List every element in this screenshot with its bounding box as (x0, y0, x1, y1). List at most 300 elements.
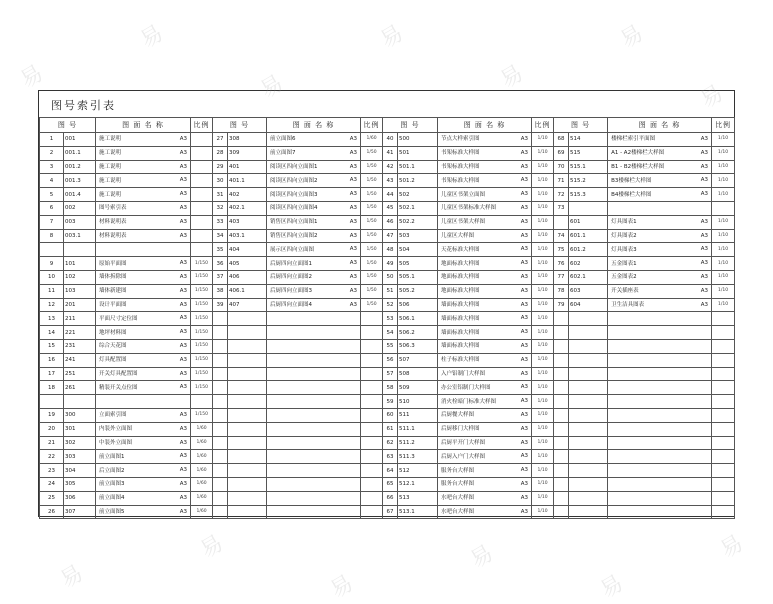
drawing-name (267, 422, 361, 436)
drawing-name (608, 243, 712, 257)
drawing-scale: 1/50 (361, 146, 383, 160)
drawing-title: 书架标准大样图 (441, 150, 480, 157)
sheet-number: 71 (554, 174, 569, 188)
drawing-code (228, 312, 267, 326)
drawing-title: 设计平面图 (99, 301, 127, 308)
header-no: 图 号 (40, 118, 96, 133)
drawing-title: 灯具图表2 (611, 232, 637, 239)
sheet-number: 35 (213, 243, 228, 257)
drawing-name (608, 408, 712, 422)
drawing-title: 水吧台大样图 (441, 495, 475, 502)
sheet-number: 22 (40, 450, 64, 464)
drawing-name (438, 174, 532, 188)
drawing-code (569, 450, 608, 464)
paper-size: A3 (520, 508, 529, 515)
sheet-number: 18 (40, 381, 64, 395)
drawing-scale: 1/10 (532, 215, 554, 229)
drawing-title: A1 - A2楼梯栏大样图 (611, 150, 665, 157)
paper-size: A3 (700, 246, 709, 253)
drawing-scale (361, 450, 383, 464)
drawing-code (569, 326, 608, 340)
drawing-code: 513.1 (398, 505, 438, 519)
drawing-title: 五金图表1 (611, 260, 637, 267)
drawing-scale: 1/150 (191, 408, 213, 422)
drawing-scale: 1/50 (361, 160, 383, 174)
paper-size: A3 (179, 342, 188, 349)
paper-size: A3 (179, 301, 188, 308)
drawing-title: 楼梯栏索引平面图 (611, 136, 656, 143)
drawing-title (268, 330, 270, 336)
drawing-code: 251 (64, 367, 96, 381)
drawing-name (608, 436, 712, 450)
paper-size: A3 (179, 453, 188, 460)
drawing-name (96, 298, 191, 312)
drawing-title (609, 399, 611, 405)
drawing-code: 504 (398, 243, 438, 257)
sheet-number: 19 (40, 408, 64, 422)
drawing-name (608, 160, 712, 174)
drawing-title: 服务台大样图 (441, 467, 475, 474)
drawing-title (268, 385, 270, 391)
sheet-number: 33 (213, 215, 228, 229)
drawing-code: 402.1 (228, 201, 267, 215)
drawing-code: 406.1 (228, 284, 267, 298)
drawing-name (438, 477, 532, 491)
drawing-title: 前立面图4 (99, 495, 125, 502)
drawing-title (268, 357, 270, 363)
paper-size: A3 (520, 246, 529, 253)
drawing-name (96, 133, 191, 147)
paper-size: A3 (349, 177, 358, 184)
drawing-scale: 1/10 (532, 146, 554, 160)
sheet-number (554, 381, 569, 395)
drawing-title: 开关插座表 (611, 288, 639, 295)
drawing-name (438, 270, 532, 284)
drawing-scale (712, 408, 735, 422)
drawing-title: 精装开关点位图 (99, 384, 138, 391)
drawing-name (438, 491, 532, 505)
drawing-name (267, 215, 361, 229)
drawing-name (608, 133, 712, 147)
drawing-scale (712, 201, 735, 215)
drawing-name (608, 353, 712, 367)
drawing-code: 511.3 (398, 450, 438, 464)
paper-size: A3 (179, 356, 188, 363)
paper-size: A3 (520, 398, 529, 405)
drawing-scale: 1/50 (361, 229, 383, 243)
sheet-number: 24 (40, 477, 64, 491)
sheet-number: 44 (383, 188, 398, 202)
drawing-code: 506.1 (398, 312, 438, 326)
drawing-scale: 1/150 (191, 312, 213, 326)
drawing-code (64, 395, 96, 409)
drawing-title: 办公室铝制门大样图 (441, 384, 491, 391)
drawing-scale: 1/10 (532, 188, 554, 202)
drawing-name (96, 174, 191, 188)
drawing-title: 材料说明表 (99, 232, 127, 239)
sheet-number: 52 (383, 298, 398, 312)
drawing-scale (191, 174, 213, 188)
drawing-name (96, 422, 191, 436)
drawing-scale (712, 436, 735, 450)
sheet-number: 45 (383, 201, 398, 215)
drawing-scale: 1/10 (532, 505, 554, 519)
drawing-name (96, 201, 191, 215)
drawing-name (438, 160, 532, 174)
sheet-number: 48 (383, 243, 398, 257)
drawing-name (96, 270, 191, 284)
drawing-name (267, 284, 361, 298)
sheet-number: 36 (213, 257, 228, 271)
drawing-scale: 1/150 (191, 326, 213, 340)
drawing-scale (712, 339, 735, 353)
drawing-title: 前立面图3 (99, 481, 125, 488)
drawing-code: 231 (64, 339, 96, 353)
drawing-name (608, 188, 712, 202)
drawing-title (97, 399, 99, 405)
paper-size: A3 (520, 260, 529, 267)
sheet-number: 11 (40, 284, 64, 298)
drawing-title (268, 481, 270, 487)
sheet-number (554, 436, 569, 450)
drawing-name (267, 146, 361, 160)
drawing-scale: 1/60 (191, 450, 213, 464)
sheet-number (554, 339, 569, 353)
drawing-scale: 1/10 (532, 201, 554, 215)
drawing-code: 407 (228, 298, 267, 312)
drawing-code: 401.1 (228, 174, 267, 188)
drawing-name (267, 160, 361, 174)
watermark-glyph: 易 (136, 20, 168, 54)
drawing-scale: 1/150 (191, 284, 213, 298)
drawing-title: 前立面图1 (99, 453, 125, 460)
drawing-scale (361, 477, 383, 491)
drawing-scale (191, 229, 213, 243)
drawing-title: 后厨四向立面图1 (270, 260, 313, 267)
drawing-title (609, 371, 611, 377)
paper-size: A3 (520, 329, 529, 336)
paper-size: A3 (520, 439, 529, 446)
drawing-scale (712, 381, 735, 395)
drawing-scale: 1/150 (191, 367, 213, 381)
drawing-title (268, 343, 270, 349)
drawing-name (267, 505, 361, 519)
drawing-code: 304 (64, 464, 96, 478)
sheet-number: 49 (383, 257, 398, 271)
drawing-code (569, 436, 608, 450)
drawing-title: 灯具图表3 (611, 246, 637, 253)
drawing-name (438, 450, 532, 464)
table-row (40, 450, 735, 464)
drawing-code: 402 (228, 188, 267, 202)
drawing-name (267, 270, 361, 284)
drawing-name (608, 381, 712, 395)
drawing-name (267, 174, 361, 188)
sheet-number (213, 326, 228, 340)
drawing-code (569, 408, 608, 422)
paper-size: A3 (349, 273, 358, 280)
drawing-code (228, 367, 267, 381)
paper-size: A3 (520, 494, 529, 501)
drawing-name (438, 215, 532, 229)
sheet-number: 13 (40, 312, 64, 326)
drawing-code (228, 450, 267, 464)
paper-size: A3 (700, 177, 709, 184)
sheet-number: 3 (40, 160, 64, 174)
sheet-number (554, 326, 569, 340)
drawing-title: 墙面标准大样图 (441, 343, 480, 350)
watermark-glyph: 易 (716, 530, 748, 564)
sheet-number (554, 353, 569, 367)
paper-size: A3 (349, 287, 358, 294)
drawing-name (608, 326, 712, 340)
drawing-name (267, 298, 361, 312)
drawing-name (438, 243, 532, 257)
drawing-name (96, 436, 191, 450)
sheet-title: 图号索引表 (51, 99, 116, 112)
table-row (40, 353, 735, 367)
sheet-number: 31 (213, 188, 228, 202)
paper-size: A3 (520, 163, 529, 170)
sheet-number: 6 (40, 201, 64, 215)
drawing-title (268, 454, 270, 460)
paper-size: A3 (179, 480, 188, 487)
drawing-name (96, 505, 191, 519)
drawing-code: 515.1 (569, 160, 608, 174)
sheet-number: 62 (383, 436, 398, 450)
sheet-number: 63 (383, 450, 398, 464)
table-row (40, 229, 735, 243)
drawing-scale: 1/150 (191, 353, 213, 367)
drawing-scale: 1/60 (191, 505, 213, 519)
header-scale: 比例 (361, 118, 383, 133)
drawing-code: 001.4 (64, 188, 96, 202)
table-row (40, 505, 735, 519)
drawing-code: 515.3 (569, 188, 608, 202)
paper-size: A3 (349, 218, 358, 225)
drawing-name (267, 450, 361, 464)
drawing-scale: 1/10 (712, 215, 735, 229)
drawing-title: 后厨四向立面图2 (270, 274, 313, 281)
drawing-scale (712, 395, 735, 409)
drawing-name (96, 339, 191, 353)
paper-size: A3 (349, 136, 358, 142)
drawing-name (267, 257, 361, 271)
sheet-number: 47 (383, 229, 398, 243)
table-row (40, 201, 735, 215)
table-row (40, 408, 735, 422)
drawing-name (438, 464, 532, 478)
drawing-name (96, 408, 191, 422)
drawing-scale: 1/150 (191, 270, 213, 284)
drawing-title: 墙面标准大样图 (441, 315, 480, 322)
paper-size: A3 (520, 411, 529, 418)
drawing-title (609, 205, 611, 211)
drawing-title: 卫生洁具图表 (611, 301, 645, 308)
drawing-code (569, 422, 608, 436)
drawing-name (96, 477, 191, 491)
drawing-name (608, 422, 712, 436)
drawing-code: 505 (398, 257, 438, 271)
drawing-scale: 1/10 (532, 422, 554, 436)
drawing-scale: 1/10 (532, 133, 554, 147)
paper-size: A3 (179, 260, 188, 267)
drawing-scale: 1/10 (532, 408, 554, 422)
drawing-name (267, 491, 361, 505)
drawing-code: 401 (228, 160, 267, 174)
watermark-glyph: 易 (196, 530, 228, 564)
drawing-title (609, 343, 611, 349)
drawing-code (228, 381, 267, 395)
paper-size: A3 (700, 218, 709, 225)
drawing-scale (191, 188, 213, 202)
drawing-scale (712, 422, 735, 436)
drawing-title: 展示区四向立面图 (270, 246, 315, 253)
sheet-number: 64 (383, 464, 398, 478)
drawing-name (438, 367, 532, 381)
drawing-name (608, 477, 712, 491)
paper-size: A3 (520, 370, 529, 377)
drawing-scale (712, 367, 735, 381)
drawing-title (268, 426, 270, 432)
drawing-code: 513 (398, 491, 438, 505)
drawing-scale (191, 201, 213, 215)
sheet-number: 15 (40, 339, 64, 353)
drawing-title: 地坪材料图 (99, 329, 127, 336)
drawing-name (96, 188, 191, 202)
paper-size: A3 (179, 425, 188, 432)
drawing-name (608, 505, 712, 519)
sheet-number: 23 (40, 464, 64, 478)
paper-size: A3 (179, 204, 188, 211)
paper-size: A3 (520, 177, 529, 184)
drawing-title: 阅读区四向立面图4 (270, 205, 318, 212)
sheet-number: 55 (383, 339, 398, 353)
sheet-number (554, 450, 569, 464)
drawing-name (438, 339, 532, 353)
paper-size: A3 (520, 425, 529, 432)
drawing-title: 阅读区四向立面图2 (270, 177, 318, 184)
paper-size: A3 (700, 301, 709, 308)
drawing-title (609, 412, 611, 418)
sheet-number: 27 (213, 133, 228, 147)
drawing-scale: 1/10 (712, 146, 735, 160)
drawing-name (96, 215, 191, 229)
drawing-title: 地面标准大样图 (441, 260, 480, 267)
drawing-scale (191, 215, 213, 229)
drawing-code: 510 (398, 395, 438, 409)
watermark-glyph: 易 (466, 540, 498, 574)
sheet-number: 65 (383, 477, 398, 491)
table-row (40, 312, 735, 326)
table-row (40, 367, 735, 381)
drawing-name (438, 298, 532, 312)
drawing-code: 201 (64, 298, 96, 312)
sheet-number: 66 (383, 491, 398, 505)
drawing-code: 503 (398, 229, 438, 243)
drawing-scale (712, 312, 735, 326)
drawing-name (96, 491, 191, 505)
sheet-number: 50 (383, 270, 398, 284)
drawing-scale: 1/50 (361, 243, 383, 257)
paper-size: A3 (520, 356, 529, 363)
drawing-title: 儿童区书架立面图 (441, 191, 486, 198)
drawing-title (268, 468, 270, 474)
drawing-name (608, 215, 712, 229)
drawing-code (64, 243, 96, 257)
paper-size: A3 (179, 163, 188, 170)
drawing-name (608, 201, 712, 215)
table-row (40, 298, 735, 312)
sheet-number (40, 395, 64, 409)
drawing-title: 前立面图6 (270, 136, 296, 143)
drawing-name (608, 395, 712, 409)
drawing-code: 001 (64, 133, 96, 147)
drawing-name (438, 381, 532, 395)
table-row (40, 326, 735, 340)
sheet-number (213, 353, 228, 367)
sheet-number (554, 477, 569, 491)
sheet-number: 37 (213, 270, 228, 284)
drawing-title: 儿童区大样图 (441, 232, 475, 239)
paper-size: A3 (520, 149, 529, 156)
drawing-name (438, 353, 532, 367)
drawing-title: 施工说明 (99, 150, 122, 157)
drawing-code: 502.2 (398, 215, 438, 229)
sheet-number: 32 (213, 201, 228, 215)
sheet-number: 67 (383, 505, 398, 519)
table-row (40, 477, 735, 491)
drawing-name (267, 201, 361, 215)
drawing-code: 221 (64, 326, 96, 340)
paper-size: A3 (349, 260, 358, 267)
table-header-row (40, 118, 735, 133)
drawing-title: 后厨四向立面图4 (270, 301, 313, 308)
sheet-number (554, 422, 569, 436)
watermark-glyph: 易 (616, 20, 648, 54)
paper-size: A3 (349, 246, 358, 253)
sheet-number (554, 312, 569, 326)
paper-size: A3 (520, 218, 529, 225)
drawing-name (267, 339, 361, 353)
drawing-scale (361, 339, 383, 353)
drawing-name (96, 243, 191, 257)
sheet-number: 53 (383, 312, 398, 326)
drawing-title: B4楼梯栏大样图 (611, 191, 652, 198)
drawing-title: 入户铝制门大样图 (441, 370, 486, 377)
drawing-title (609, 481, 611, 487)
drawing-scale (361, 464, 383, 478)
drawing-title: 施工说明 (99, 191, 122, 198)
sheet-number: 74 (554, 229, 569, 243)
drawing-scale (712, 353, 735, 367)
sheet-number: 12 (40, 298, 64, 312)
drawing-scale: 1/60 (191, 464, 213, 478)
drawing-scale (361, 422, 383, 436)
drawing-code: 512.1 (398, 477, 438, 491)
paper-size: A3 (700, 191, 709, 198)
paper-size: A3 (520, 136, 529, 142)
drawing-title: 灯具图表1 (611, 219, 637, 226)
table-row (40, 422, 735, 436)
drawing-title: 施工说明 (99, 163, 122, 170)
drawing-code: 508 (398, 367, 438, 381)
drawing-code: 101 (64, 257, 96, 271)
drawing-name (96, 464, 191, 478)
drawing-scale: 1/10 (712, 298, 735, 312)
drawing-title (268, 399, 270, 405)
sheet-number: 29 (213, 160, 228, 174)
